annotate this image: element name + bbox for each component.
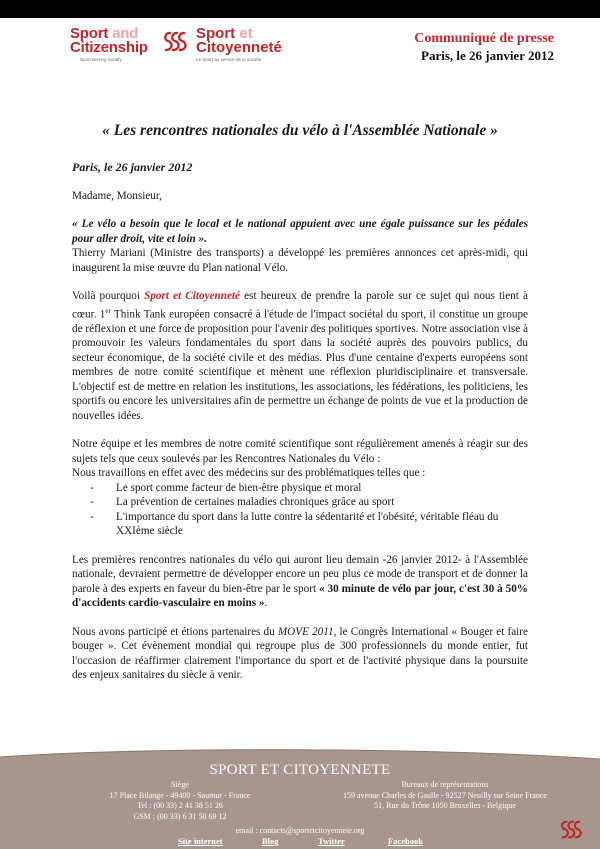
list-item: - Le sport comme facteur de bien-être physique et moral [72,481,528,496]
link-blog[interactable]: Blog [262,836,279,846]
footer-email: email : contacts@sportetcitoyennete.org [235,826,365,835]
list-item: - La prévention de certaines maladies chroniques grâce au sport [72,495,528,510]
list-item: - L'importance du sport dans la lutte contre la sédentarité et l'obésité, véritable fléau du [72,510,528,525]
footer-sss-icon [560,817,582,843]
logo-left-line1: Sport and [70,25,139,42]
footer-title: SPORT ET CITOYENNETE [209,762,391,778]
date-line: Paris, le 26 janvier 2012 [72,160,193,174]
logo-right-line1: Sport et [196,25,253,42]
sport-citizenship-logo [70,26,320,68]
bullet-list [72,481,528,525]
footer-links [0,836,600,848]
paragraph-move: Nous avons participé et étions partenaires du MOVE 2011, le Congrès International « Bouger et faire bouger ». Cet évènement mondial qui regroupe plus de 300 professionnels du monde entier, fut l'occasion de réaffirmer clairement l'importance du sport et de l'activité physique dans la poursuite des enjeux sanitaires du siècle à venir. [72,625,528,682]
footer [0,749,600,849]
press-header [414,30,554,64]
footer-siege: Siège 17 Place Bilange - 49400 - Saumur - France Tel : (00 33) 2 41 38 51 26 GSM : (00 33) 6 31 50 69 12 [109,780,251,821]
minister-quote: « Le vélo a besoin que le local et le national appuient avec une égale puissance sur les pédales pour aller droit, vite et loin ». [72,218,528,245]
logo-left-tagline: Sport serving society [80,57,122,62]
brand-name: Sport et Citoyenneté [144,290,240,302]
logo-right-tagline: Le Sport au service de la société [196,57,262,62]
footer-bureaux: Bureaux de représentations 159 avenue Charles de Gaulle - 92527 Neuilly sur Seine France 51, Rue du Trône 1050 Bruxelles - Belgique [343,780,547,810]
top-black-band [0,0,600,18]
logo-left-line2: Citizenship [70,39,148,56]
paragraph-doctors: Nous travaillons en effet avec des médecins sur des problématiques telles que : [72,467,426,480]
link-twitter[interactable]: Twitter [318,836,345,846]
paragraph-rencontres: Les premières rencontres nationales du vélo qui auront lieu demain -26 janvier 2012- à l'Assemblée nationale, devraient permettre de développer encore un peu plus ce mode de transport et de donner la parole à des experts en faveur du bien-être par le sport « 30 minute de vélo par jour, c'est 30 à 50% d'accidents cardio-vasculaire en moins ». [72,553,528,610]
paragraph-about: Voilà pourquoi Sport et Citoyenneté est heureux de prendre la parole sur ce sujet qui nous tient à cœur. 1er Think Tank européen consacré à l'étude de l'impact sociétal du sport, il constitue un groupe de réflexion et une force de proposition pour l'avenir des politiques sportives. Notre association vise à promouvoir les valeurs fondamentales du sport dans la société auprès des pouvoirs publics, du secteur économique, de la société civile et des médias. Plus d'une centaine d'experts européens sont membres de notre comité scientifique et mènent une réflexion pluridisciplinaire et transversale. L'objectif est de mettre en relation les institutions, les associations, les fédérations, les politiciens, les sportifs ou encore les universitaires afin de permettre un échange de points de vue et la production de nouvelles idées. [72,290,529,422]
salutation: Madame, Monsieur, [72,189,162,202]
list-item-continuation: XXIème siècle [116,525,183,538]
document-body [72,160,528,683]
logo-right-line2: Citoyenneté [196,39,282,56]
link-site-internet[interactable]: Site internet [178,836,223,846]
page-title: « Les rencontres nationales du vélo à l'Assemblée Nationale » [102,122,498,139]
press-release-date: Paris, le 26 janvier 2012 [421,48,554,63]
paragraph-team: Notre équipe et les membres de notre comité scientifique sont régulièrement amenés à réagir sur des sujets tels que ceux soulevés par les Rencontres Nationales du Vélo : [72,438,528,465]
paragraph-mariani: Thierry Mariani (Ministre des transports) a développé les premières annonces cet après-midi, qui inaugurent la mise œuvre du Plan national Vélo. [72,247,528,274]
link-facebook[interactable]: Facebook [388,836,423,846]
sss-emblem-icon [163,28,187,56]
press-release-label: Communiqué de presse [414,31,554,46]
